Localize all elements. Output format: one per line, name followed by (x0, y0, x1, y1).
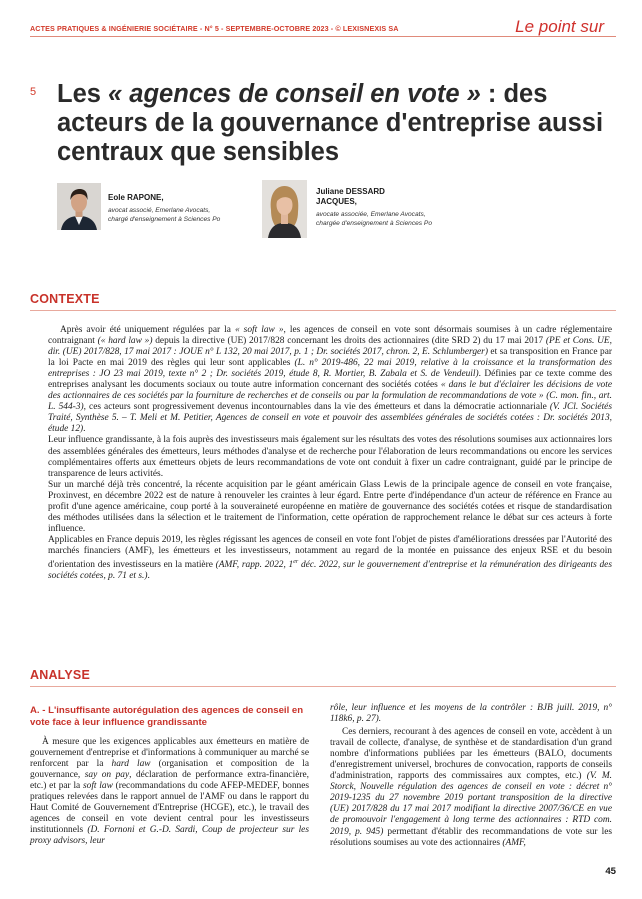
contexte-paragraph-2: Leur influence grandissante, à la fois auprès des investisseurs mais également sur les résultats des votes des résolutions soumises aux actionnaires lors des assemblées générales des émetteurs, leurs méthodes d'analyse et de recherche pour l'élaboration de leurs recommandations ou encore les services complémentaires offerts aux émetteurs objets de leurs recommandations de vote ont conduit à fixer un cadre contraignant, guidé par le principe de transparence de leurs activités. (48, 435, 612, 479)
author-role-rapone-1: avocat associé, Emerlane Avocats, (108, 207, 211, 214)
analyse-rule (30, 686, 616, 687)
section-tag: Le point sur (515, 17, 604, 36)
running-head: ACTES PRATIQUES & INGÉNIERIE SOCIÉTAIRE - N° 5 - SEPTEMBRE-OCTOBRE 2023 - © LEXISNEXIS SA (30, 24, 399, 33)
contexte-heading: CONTEXTE (30, 292, 100, 306)
contexte-rule (30, 310, 616, 311)
contexte-body (48, 325, 612, 582)
author-role-dessard-2: chargée d'enseignement à Sciences Po (316, 220, 432, 227)
analyse-right-paragraph-1: rôle, leur influence et les moyens de la contrôler : BJB juill. 2019, n° 118k6, p. 27). (330, 703, 612, 725)
article-title (57, 80, 617, 167)
analyse-right-paragraph-2: Ces derniers, recourant à des agences de conseil en vote, accèdent à un travail de collecte, d'analyse, de synthèse et de standardisation d'un grand nombre d'informations publiées par les émetteurs (BALO, documents d'enregistrement universel, brochures de convocation, rapports de conseils d'administration, rapports des commissaires aux comptes, etc.) (V. M. Storck, Nouvelle régulation des agences de conseil en vote : décret n° 2019-1235 du 27 novembre 2019 portant transposition de la directive (UE) 2017/828 du 17 mai 2017 modifiant la directive 2007/36/CE en vue de promouvoir l'engagement à long terme des actionnaires : RTD com. 2019, p. 945) permettant d'établir des recommandations de vote sur les résolutions soumises au vote des actionnaires (AMF, (330, 727, 613, 848)
contexte-paragraph-3: Sur un marché déjà très concentré, la récente acquisition par le géant américain Glass Lewis de la principale agence de conseil en vote française, Proxinvest, en décembre 2022 est de nature à renouveler les craintes à leur égard. Entre perte d'indépendance d'un acteur de référence en France au profit d'une agence américaine, coup porté à la souveraineté européenne en matière de gouvernance des sociétés cotées et risque de standardisation des méthodes utilisées dans la sélection et le traitement de l'information, cette opération de rapprochement relance le débat sur ces acteurs à forte influence. (48, 479, 612, 534)
analyse-left-column (30, 737, 309, 847)
title-rest: : des acteurs de la gouvernance d'entreprise aussi centraux que sensibles (57, 80, 604, 166)
author-name-dessard-2: JACQUES, (316, 197, 357, 206)
contexte-paragraph-1: Après avoir été uniquement régulées par la « soft law », les agences de conseil en vote sont désormais soumises à un cadre réglementaire contraignant (« hard law ») depuis la directive (UE) 2017/828 concernant les droits des actionnaires (dite SRD 2) du 17 mai 2017 (PE et Cons. UE, dir. (UE) 2017/828, 17 mai 2017 : JOUE n° L 132, 20 mai 2017, p. 1 ; Dr. sociétés 2017, chron. 2, E. Schlumberger) et sa transposition en France par la loi Pacte en mai 2019 des règles qui leur sont applicables (L. n° 2019-486, 22 mai 2019, relative à la croissance et la transformation des entreprises : JO 23 mai 2019, texte n° 2 ; Dr. sociétés 2019, étude 8, R. Mortier, B. Zabala et S. de Vendeuil). Définies par ce texte comme des entreprises analysant les documents sociaux ou toute autre information concernant des sociétés cotées « dans le but d'éclairer les décisions de vote des actionnaires de ces sociétés par la fourniture de recherches et de conseils ou par la formulation de recommandations de vote » (C. mon. fin., art. L. 544-3), ces acteurs sont progressivement devenus incontournables dans la vie des émetteurs et dans la démocratie actionnariale (V. JCl. Sociétés Traité, Synthèse 5. – T. Meli et M. Petitier, Agences de conseil en vote et pouvoir des assemblées générales de sociétés cotées : Dr. sociétés 2013, étude 12). (48, 325, 613, 435)
title-prefix: Les (57, 80, 109, 108)
article-number: 5 (30, 86, 37, 98)
author-name-dessard-1: Juliane DESSARD (316, 187, 385, 196)
page-number: 45 (605, 866, 616, 877)
analyse-right-column (330, 703, 612, 849)
contexte-paragraph-4: Applicables en France depuis 2019, les règles régissant les agences de conseil en vote font l'objet de pistes d'améliorations dressées par l'Autorité des marchés financiers (AMF), les émetteurs et les investisseurs, notamment au regard de la montée en puissance des enjeux RSE et du besoin d'orientation des investisseurs en la matière (AMF, rapp. 2022, 1er déc. 2022, sur le gouvernement d'entreprise et la rémunération des dirigeants des sociétés cotées, p. 71 et s.). (48, 534, 612, 582)
analyse-left-paragraph: À mesure que les exigences applicables aux émetteurs en matière de gouvernement d'entreprise et d'informations à communiquer au marché se renforcent par la hard law (organisation et composition de la gouvernance, say on pay, déclaration de performance extra-financière, etc.) et par la soft law (recommandations du code AFEP-MEDEF, bonnes pratiques relevées dans le rapport annuel de l'AMF ou dans le rapport du Haut Comité de Gouvernement d'Entreprise (HCGE), etc.), le travail des agences de conseil en vote devient central pour les investisseurs institutionnels (D. Fornoni et G.-D. Sardi, Coup de projecteur sur les proxy advisors, leur (30, 737, 310, 847)
author-role-dessard-1: avocate associée, Emerlane Avocats, (316, 211, 426, 218)
author-photo-dessard (262, 180, 307, 238)
analyse-heading: ANALYSE (30, 668, 90, 682)
analyse-subheading: A. - L'insuffisante autorégulation des agences de conseil en vote face à leur influence grandissante (30, 705, 304, 728)
header-rule (30, 36, 616, 37)
title-italic: « agences de conseil en vote » (108, 80, 481, 108)
author-role-rapone-2: chargé d'enseignement à Sciences Po (108, 216, 221, 223)
author-name-rapone: Eole RAPONE, (108, 193, 164, 202)
author-photo-rapone (57, 183, 101, 230)
